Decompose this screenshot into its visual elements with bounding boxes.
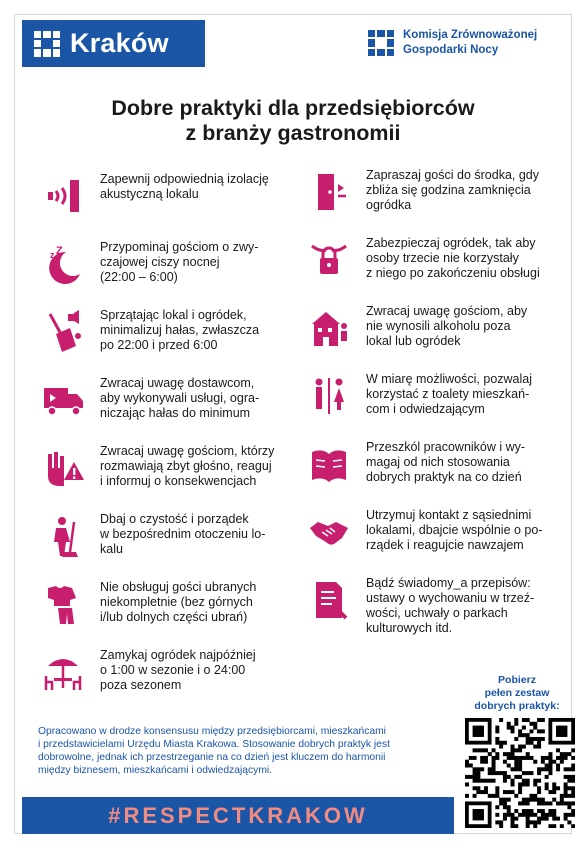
practice-text: Zwracaj uwagę dostawcom, aby wykonywali usługi, ogra- niczając hałas do minimum: [100, 376, 260, 420]
practice-item: [40, 172, 269, 218]
practice-text: Zabezpieczaj ogródek, tak aby osoby trzecie nie korzystały z niego po zakończeniu obsługi: [366, 236, 540, 280]
clothes-icon: [40, 580, 86, 626]
practice-item: [40, 240, 258, 286]
practice-text: Zapewnij odpowiednią izolację akustyczną lokalu: [100, 172, 269, 201]
book-training-icon: [306, 440, 352, 486]
sleeping-moon-icon: [40, 240, 86, 286]
practice-item: [40, 512, 265, 558]
garden-table-icon: [40, 648, 86, 694]
practice-text: Nie obsługuj gości ubranych niekompletnie (bez górnych i/lub dolnych części ubrań): [100, 580, 257, 624]
hand-warning-icon: [40, 444, 86, 490]
hashtag: #RESPECTKRAKOW: [108, 802, 368, 828]
consensus-note: Opracowano w drodze konsensusu między przedsiębiorcami, mieszkańcami i przedstawicielami Urzędu Miasta Krakowa. Stosowanie dobrych praktyk jest dobrowolne, jednak ich przestrzeganie na co dzień jest kluczem do harmonii między biznesem, mieszkańcami i odwiedzającymi.: [38, 726, 390, 776]
commission-name: Komisja Zrównoważonej Gospodarki Nocy: [403, 29, 538, 56]
practice-text: Utrzymuj kontakt z sąsiednimi lokalami, dbajcie wspólnie o po- rządek i reagujcie nawzajem: [366, 508, 543, 552]
document-rules-icon: [306, 576, 352, 622]
practice-item: [306, 168, 539, 214]
practice-item: [306, 236, 540, 282]
commission-logo-mark-icon: [368, 30, 394, 56]
practice-item: [306, 372, 532, 418]
practice-item: [40, 648, 256, 694]
broom-quiet-icon: [40, 308, 86, 354]
practice-text: Zwracaj uwagę gościom, aby nie wynosili alkoholu poza lokal lub ogródek: [366, 304, 528, 348]
practice-text: Sprzątając lokal i ogródek, minimalizuj hałas, zwłaszcza po 22:00 i przed 6:00: [100, 308, 260, 352]
practice-item: [306, 304, 527, 350]
hashtag-banner: [22, 797, 454, 834]
delivery-truck-icon: [40, 376, 86, 422]
speaker-wall-icon: [40, 172, 86, 218]
practice-item: [306, 440, 525, 486]
practice-item: [40, 376, 259, 422]
door-invite-icon: [306, 168, 352, 214]
handshake-icon: [306, 508, 352, 554]
svg-text:z: z: [50, 250, 55, 260]
practice-item: [40, 444, 274, 490]
practice-item: [306, 508, 542, 554]
krakow-logo: [22, 20, 205, 67]
practice-text: Przeszkól pracowników i wy- magaj od nich stosowania dobrych praktyk na co dzień: [366, 440, 526, 484]
practice-item: [306, 576, 534, 636]
practice-text: Zamykaj ogródek najpóźniej o 1:00 w sezonie i o 24:00 poza sezonem: [100, 648, 256, 692]
svg-text:Z: Z: [56, 245, 63, 257]
practice-text: Dbaj o czystość i porządek w bezpośrednim otoczeniu lo- kalu: [100, 512, 266, 556]
practice-text: Bądź świadomy_a przepisów: ustawy o wychowaniu w trzeź- wości, uchwały o parkach kulturowych itd.: [366, 576, 535, 635]
krakow-logo-text: Kraków: [70, 28, 169, 58]
practice-text: Przypominaj gościom o zwy- czajowej ciszy nocnej (22:00 – 6:00): [100, 240, 259, 284]
practice-item: [40, 580, 256, 626]
house-people-icon: [306, 304, 352, 350]
krakow-logo-mark-icon: [34, 31, 60, 57]
download-label: Pobierz pełen zestaw dobrych praktyk:: [474, 674, 560, 712]
practice-text: W miarę możliwości, pozwalaj korzystać z toalety mieszkań- com i odwiedzającym: [366, 372, 533, 416]
qr-code[interactable]: [465, 718, 575, 828]
page-title: Dobre praktyki dla przedsiębiorców z branży gastronomii: [111, 96, 475, 145]
cleaning-person-icon: [40, 512, 86, 558]
practice-text: Zwracaj uwagę gościom, którzy rozmawiają zbyt głośno, reaguj i informuj o konsekwencjach: [100, 444, 275, 488]
practice-item: [40, 308, 259, 354]
toilet-icon: [306, 372, 352, 418]
chain-lock-icon: [306, 236, 352, 282]
practice-text: Zapraszaj gości do środka, gdy zbliża się godzina zamknięcia ogródka: [366, 168, 540, 212]
commission-logo: [368, 28, 537, 58]
